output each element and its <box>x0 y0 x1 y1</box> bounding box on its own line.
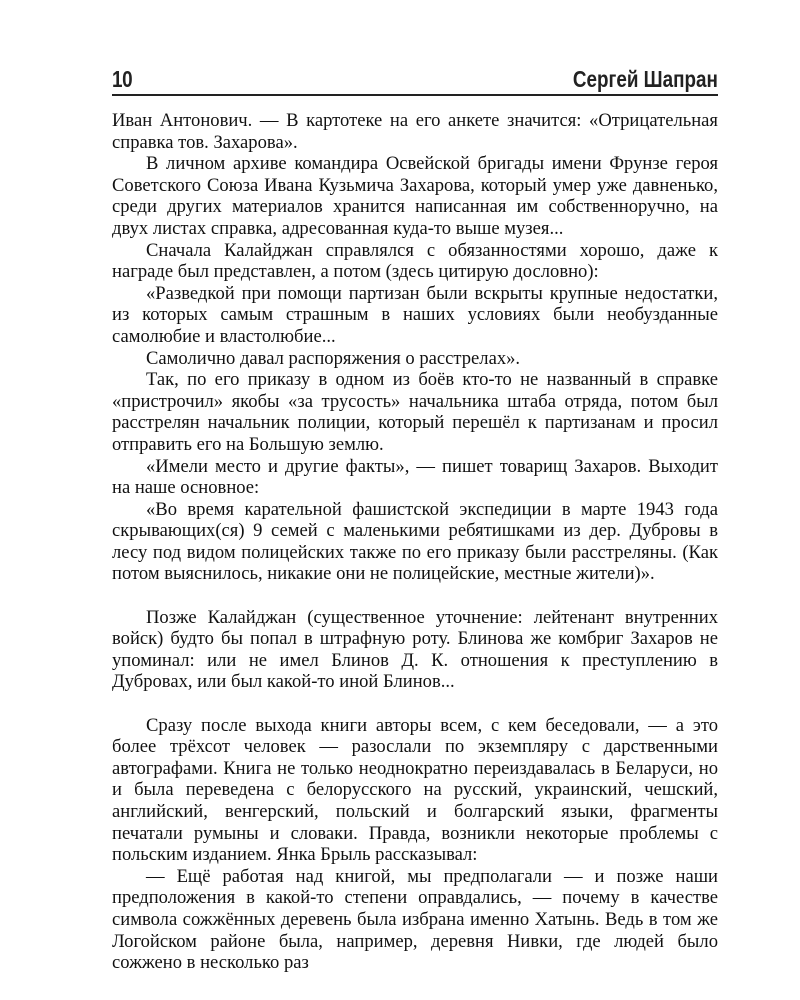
paragraph-9: Позже Калайджан (существенное уточнение: лейтенант внутренних войск) будто бы попал в штрафную роту. Блинова же комбриг Захаров не упоминал: или не имел Блинов Д. К. отношения к преступлению в Дубровах, или был какой-то иной Блинов... <box>112 606 718 693</box>
paragraph-2: В личном архиве командира Освейской бригады имени Фрунзе героя Советского Союза Ивана Кузьмича Захарова, который умер уже давненько, среди других материалов хранится написанная им собственноручно, на двух листах справка, адресованная куда-то выше музея... <box>112 153 718 239</box>
paragraph-10: Сразу после выхода книги авторы всем, с кем беседовали, — а это более трёхсот человек — разослали по экземпляру с дарственными автографами. Книга не только неоднократно переиздавалась в Беларуси, но и была переведена с белорусского на русский, украинский, чешский, английский, венгерский, польский и болгарский языки, фрагменты печатали румыны и словаки. Правда, возникли некоторые проблемы с польским изданием. Янка Брыль рассказывал: <box>112 714 718 866</box>
paragraph-3: Сначала Калайджан справлялся с обязанностями хорошо, даже к награде был представлен, а потом (здесь цитирую дословно): <box>112 239 718 283</box>
paragraph-4: «Разведкой при помощи партизан были вскрыты крупные недостатки, из которых самым страшным в наших условиях были необузданные самолюбие и властолюбие... <box>112 282 718 347</box>
book-page <box>112 64 718 974</box>
page-number: 10 <box>112 66 133 92</box>
paragraph-7: «Имели место и другие факты», — пишет товарищ Захаров. Выходит на наше основное: <box>112 455 718 499</box>
paragraph-5: Самолично давал распоряжения о расстрелах». <box>146 347 521 369</box>
paragraph-1: Иван Антонович. — В картотеке на его анкете значится: «Отрицательная справка тов. Захарова». <box>112 110 718 153</box>
body-text <box>112 110 718 974</box>
paragraph-8: «Во время карательной фашистской экспедиции в марте 1943 года скрывающих(ся) 9 семей с маленькими ребятишками из дер. Дубровы в лесу под видом полицейских также по его приказу были расстреляны. (Как потом выяснилось, никакие они не полицейские, местные жители)». <box>112 498 718 585</box>
paragraph-6: Так, по его приказу в одном из боёв кто-то не названный в справке «пристрочил» якобы «за трусость» начальника штаба отряда, потом был расстрелян начальник полиции, который перешёл к партизанам и просил отправить его на Большую землю. <box>112 369 718 455</box>
author-name: Сергей Шапран <box>572 66 718 92</box>
running-header <box>112 64 718 96</box>
paragraph-11: — Ещё работая над книгой, мы предполагали — и позже наши предположения в какой-то степени оправдались, — почему в качестве символа сожжённых деревень была избрана именно Хатынь. Ведь в том же Логойском районе была, например, деревня Нивки, где людей было сожжено в несколько раз <box>112 865 718 974</box>
